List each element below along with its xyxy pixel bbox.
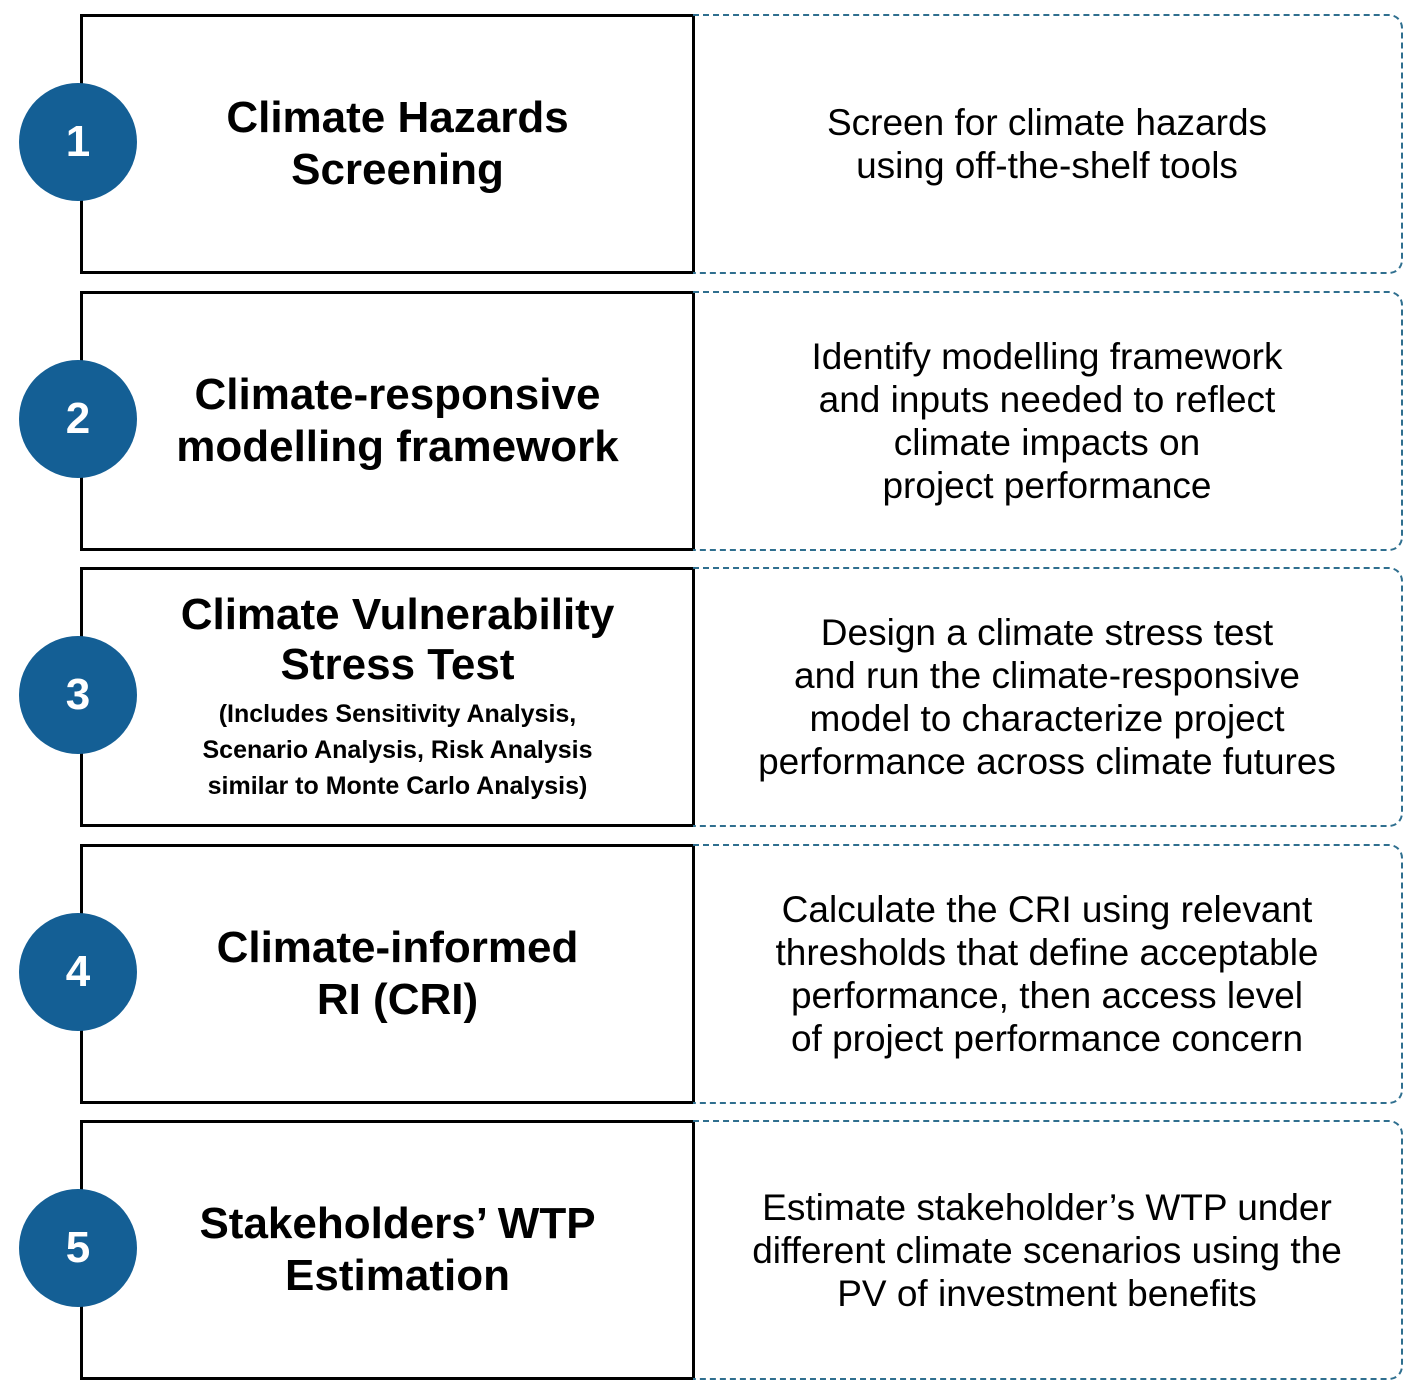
step-3 (0, 567, 1418, 827)
step-description: Screen for climate hazards using off-the-shelf tools (826, 102, 1268, 186)
step-title: Climate-informed RI (CRI) (216, 923, 579, 1024)
step-description-box (693, 844, 1403, 1104)
step-description-box (693, 1120, 1403, 1380)
step-title: Climate Vulnerability Stress Test (180, 590, 615, 689)
step-description: Identify modelling framework and inputs needed to reflect climate impacts on project performance (811, 336, 1283, 506)
step-5 (0, 1120, 1418, 1380)
step-title: Stakeholders’ WTP Estimation (199, 1199, 596, 1300)
step-title-box (80, 1120, 695, 1380)
step-title-box (80, 844, 695, 1104)
step-description-box (693, 291, 1403, 551)
step-number-badge: 3 (19, 636, 137, 754)
step-note: (Includes Sensitivity Analysis, Scenario Analysis, Risk Analysis similar to Monte Carlo Analysis) (202, 700, 593, 800)
step-number-badge: 5 (19, 1189, 137, 1307)
step-number-badge: 1 (19, 83, 137, 201)
step-4 (0, 844, 1418, 1104)
step-description: Design a climate stress test and run the climate-responsive model to characterize project performance across climate futures (758, 612, 1336, 782)
step-number-badge: 2 (19, 360, 137, 478)
step-description: Calculate the CRI using relevant thresholds that define acceptable performance, then access level of project performance concern (775, 889, 1319, 1059)
step-2 (0, 291, 1418, 551)
step-title-box (80, 14, 695, 274)
step-title: Climate-responsive modelling framework (176, 370, 619, 471)
step-number-badge: 4 (19, 913, 137, 1031)
step-title: Climate Hazards Screening (226, 93, 569, 194)
step-1 (0, 14, 1418, 274)
step-description: Estimate stakeholder’s WTP under different climate scenarios using the PV of investment benefits (752, 1186, 1342, 1314)
step-description-box (693, 567, 1403, 827)
step-title-box (80, 567, 695, 827)
step-title-box (80, 291, 695, 551)
step-description-box (693, 14, 1403, 274)
